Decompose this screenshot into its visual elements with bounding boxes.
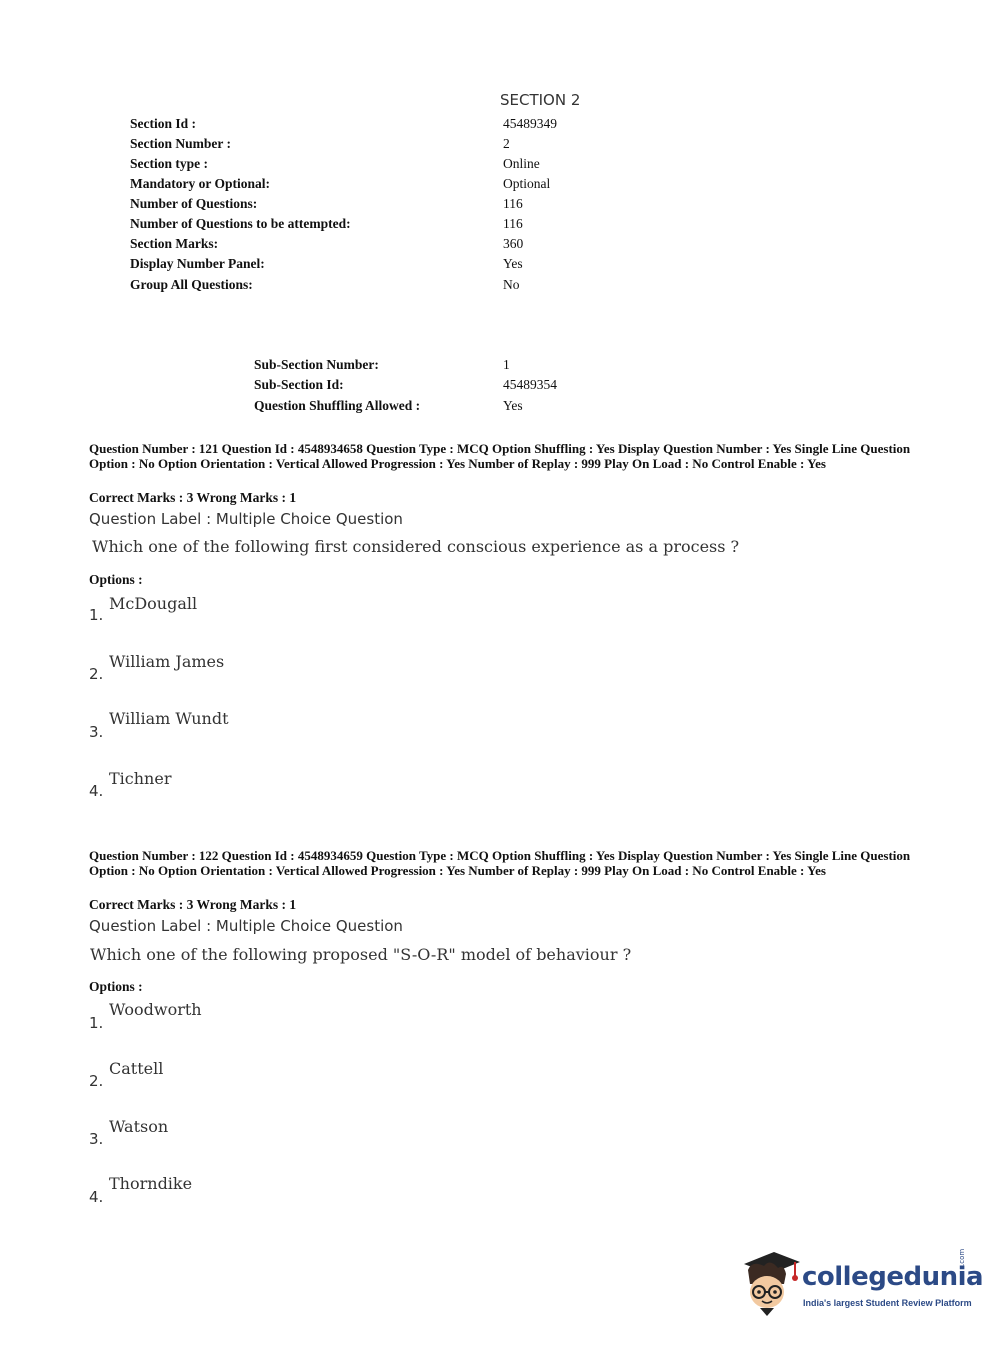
option-number: 3. [89,723,104,741]
option-number: 2. [89,665,104,683]
option-text: McDougall [109,594,198,613]
option-text: William Wundt [109,709,229,728]
question-marks: Correct Marks : 3 Wrong Marks : 1 [89,490,297,505]
question-label: Question Label : Multiple Choice Question [89,510,403,528]
question-meta: Question Number : 122 Question Id : 4548934659 Question Type : MCQ Option Shuffling : Yes Display Question Number : Yes Single Line Question Option : No Option Orientation : Vertical Allowed Progression : Yes Number of Replay : 999 Play On Load : No Control Enable : Yes [89,848,911,878]
subsection-id-value: 45489354 [503,377,557,392]
question-marks: Correct Marks : 3 Wrong Marks : 1 [89,897,297,912]
section-number-value: 2 [503,136,510,151]
question-label: Question Label : Multiple Choice Question [89,917,403,935]
mandatory-label: Mandatory or Optional: [130,176,271,191]
section-number-label: Section Number : [130,136,231,151]
option-text: Tichner [109,769,172,788]
options-heading: Options : [89,572,143,587]
question-text: Which one of the following proposed "S-O-R" model of behaviour ? [90,945,632,964]
display-panel-value: Yes [503,256,523,271]
option-number: 1. [89,606,104,624]
shuffling-value: Yes [503,398,523,413]
question-text: Which one of the following first considered conscious experience as a process ? [92,537,740,556]
options-heading: Options : [89,979,143,994]
logo-name: collegedunia [802,1262,984,1292]
option-text: Woodworth [109,1000,202,1019]
section-type-value: Online [503,156,540,171]
mandatory-value: Optional [503,176,551,191]
group-all-label: Group All Questions: [130,277,253,292]
option-number: 3. [89,1130,104,1148]
num-attempt-value: 116 [503,216,523,231]
section-id-label: Section Id : [130,116,197,131]
option-text: Watson [109,1117,169,1136]
shuffling-label: Question Shuffling Allowed : [254,398,421,413]
section-marks-label: Section Marks: [130,236,219,251]
section-type-label: Section type : [130,156,208,171]
section-marks-value: 360 [503,236,524,251]
section-id-value: 45489349 [503,116,557,131]
num-questions-label: Number of Questions: [130,196,258,211]
logo-suffix: .com [958,1248,966,1266]
group-all-value: No [503,277,520,292]
option-number: 4. [89,782,104,800]
option-text: Cattell [109,1059,164,1078]
subsection-id-label: Sub-Section Id: [254,377,344,392]
num-attempt-label: Number of Questions to be attempted: [130,216,351,231]
logo-tagline: India's largest Student Review Platform [803,1298,972,1308]
section-heading: SECTION 2 [500,91,581,109]
subsection-number-value: 1 [503,357,510,372]
option-number: 1. [89,1014,104,1032]
mascot-icon [740,1248,802,1318]
option-number: 4. [89,1188,104,1206]
display-panel-label: Display Number Panel: [130,256,265,271]
num-questions-value: 116 [503,196,523,211]
question-meta: Question Number : 121 Question Id : 4548934658 Question Type : MCQ Option Shuffling : Yes Display Question Number : Yes Single Line Question Option : No Option Orientation : Vertical Allowed Progression : Yes Number of Replay : 999 Play On Load : No Control Enable : Yes [89,441,911,471]
subsection-number-label: Sub-Section Number: [254,357,379,372]
option-text: Thorndike [109,1174,193,1193]
option-number: 2. [89,1072,104,1090]
option-text: William James [109,652,225,671]
